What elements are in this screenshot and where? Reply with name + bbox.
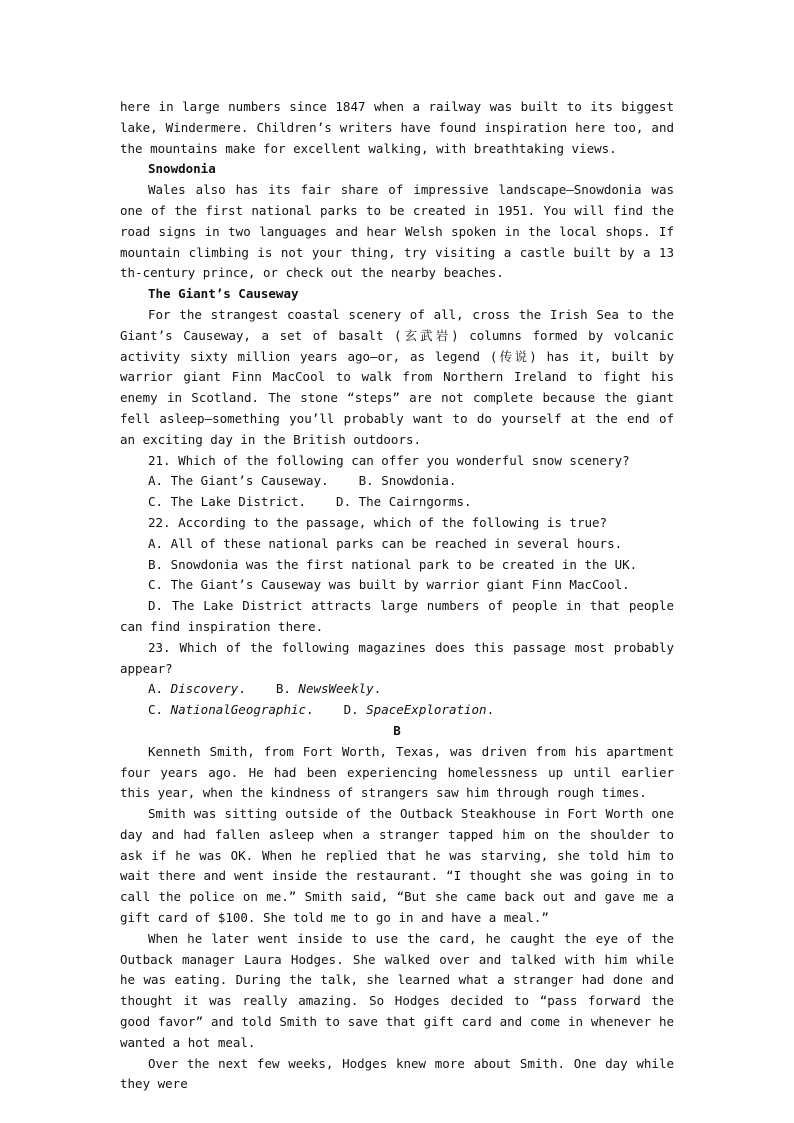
option-b-prefix: B. <box>275 681 299 697</box>
question-21-stem: 21. Which of the following can offer you wonderful snow scenery? <box>148 452 630 468</box>
question-23-stem: 23. Which of the following magazines does this passage most probably appear? <box>120 639 674 676</box>
question-23-option-d <box>344 702 495 717</box>
snowdonia-heading: Snowdonia <box>148 161 216 177</box>
passage-b-paragraph-4: Over the next few weeks, Hodges knew more about Smith. One day while they were <box>120 1055 674 1092</box>
option-b-period: . <box>373 681 382 697</box>
option-a-prefix: A. <box>148 681 171 697</box>
option-d-period: . <box>486 702 495 718</box>
passage-b-heading: B <box>393 722 401 738</box>
document-page <box>120 97 674 1095</box>
option-c-period: . <box>306 702 314 718</box>
option-b-magazine-title: NewsWeekly <box>298 681 374 697</box>
passage-b-paragraph-2: Smith was sitting outside of the Outback Steakhouse in Fort Worth one day and had fallen asleep when a stranger tapped him on the shoulder to ask if he was OK. When he replied that he was starving, she told him to wait there and went inside the restaurant. “I thought she was going in to call the police on me.” Smith said, “But she came back out and gave me a gift card of $100. She told me to go in and have a meal.” <box>120 806 674 926</box>
question-21-option-b: B. Snowdonia. <box>358 473 457 489</box>
option-c-prefix: C. <box>148 702 171 718</box>
giants-causeway-paragraph: For the strangest coastal scenery of all, cross the Irish Sea to the Giant’s Causeway, a set of basalt (玄武岩) columns formed by volcanic activity sixty million years ago—or, as legend (传说) has it, built by warrior giant Finn MacCool to walk from Northern Ireland to fight his enemy in Scotland. The stone “steps” are not complete because the giant fell asleep—something you’ll probably want to do yourself at the end of an exciting day in the British outdoors. <box>120 306 674 447</box>
option-d-magazine-title: SpaceExploration <box>366 702 487 718</box>
question-23-option-b <box>276 681 381 696</box>
question-22-option-d: D. The Lake District attracts large numbers of people in that people can find inspiration there. <box>120 598 674 634</box>
question-22-option-c: C. The Giant’s Causeway was built by warrior giant Finn MacCool. <box>148 577 630 593</box>
question-21-option-d: D. The Cairngorms. <box>336 494 472 510</box>
question-23-options-row-2 <box>120 700 674 721</box>
passage-b-paragraph-3: When he later went inside to use the card, he caught the eye of the Outback manager Laura Hodges. She walked over and talked with him while he was eating. During the talk, she learned what a stranger had done and thought it was really amazing. So Hodges decided to “pass forward the good favor” and told Smith to save that gift card and come in whenever he wanted a hot meal. <box>120 930 674 1050</box>
option-a-magazine-title: Discovery <box>170 681 239 697</box>
giants-causeway-heading: The Giant’s Causeway <box>148 286 299 302</box>
snowdonia-paragraph: Wales also has its fair share of impressive landscape—Snowdonia was one of the first national parks to be created in 1951. You will find the road signs in two languages and hear Welsh spoken in the local shops. If mountain climbing is not your thing, try visiting a castle built by a 13 th-century prince, or check out the nearby beaches. <box>120 182 674 281</box>
question-22-option-b: B. Snowdonia was the first national park to be created in the UK. <box>148 556 638 572</box>
question-23-options-row-1 <box>120 679 674 700</box>
passage-b-paragraph-1: Kenneth Smith, from Fort Worth, Texas, was driven from his apartment four years ago. He had been experiencing homelessness up until earlier this year, when the kindness of strangers saw him through rough times. <box>120 743 674 801</box>
question-21-option-a: A. The Giant’s Causeway. <box>148 473 329 489</box>
question-21-option-c: C. The Lake District. <box>148 494 307 510</box>
question-21-options-row-2 <box>120 492 674 513</box>
question-23-option-c <box>148 702 314 717</box>
question-22-option-a: A. All of these national parks can be reached in several hours. <box>148 535 623 551</box>
question-21-options-row-1 <box>120 471 674 492</box>
option-d-prefix: D. <box>343 702 367 718</box>
option-c-magazine-title: NationalGeographic <box>170 702 307 718</box>
option-a-period: . <box>238 681 246 697</box>
question-22-stem: 22. According to the passage, which of the following is true? <box>148 514 608 530</box>
lake-district-paragraph-end: here in large numbers since 1847 when a railway was built to its biggest lake, Windermere. Children’s writers have found inspiration here too, and the mountains make for excellent walking, with breathtaking views. <box>120 99 674 156</box>
question-23-option-a <box>148 681 246 696</box>
